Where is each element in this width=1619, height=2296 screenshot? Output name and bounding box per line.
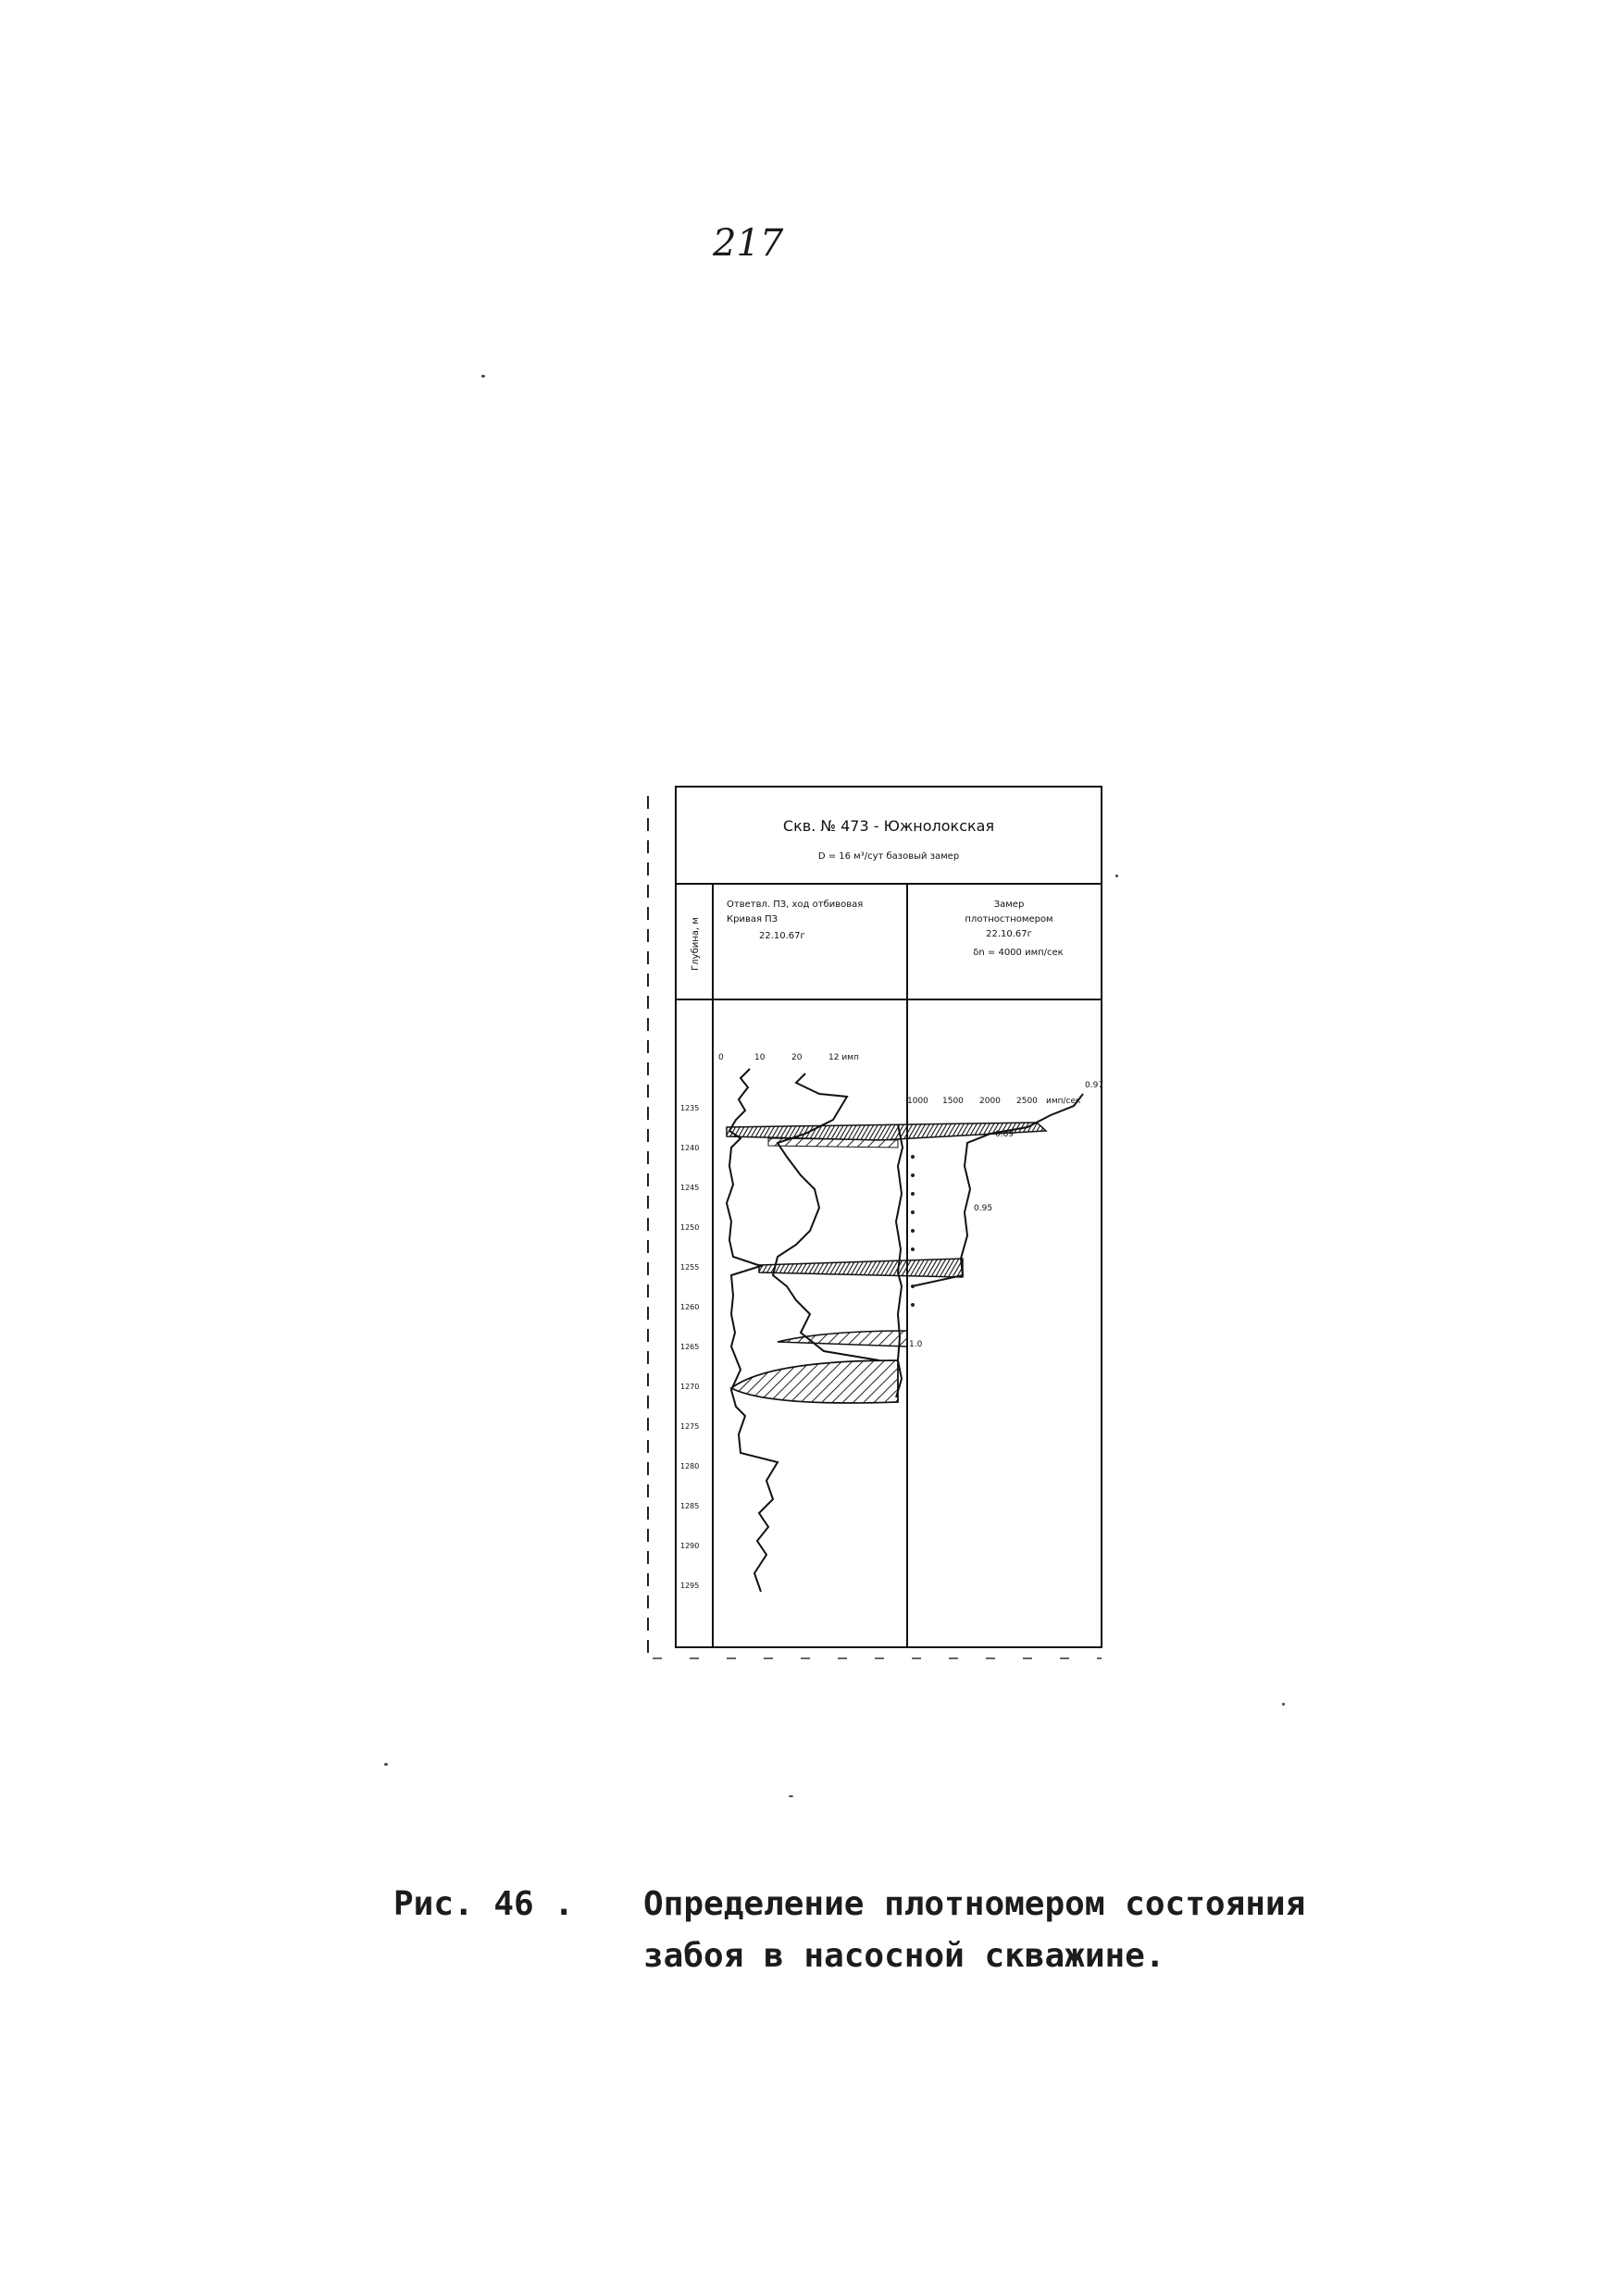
col1-scale-1: 10	[754, 1053, 766, 1062]
caption-text	[643, 1879, 1305, 1982]
col1-header-line2: Кривая ПЗ	[727, 914, 778, 925]
figure-subtitle: D = 16 м³/сут базовый замер	[817, 851, 960, 862]
curve-ps-left	[727, 1069, 778, 1592]
col1-scale-2: 20	[791, 1053, 803, 1062]
depth-tick-label: 1235	[680, 1104, 700, 1112]
depth-tick-label: 1285	[680, 1502, 700, 1510]
scan-speck	[384, 1763, 388, 1766]
col1-header-line3: 22.10.67г	[759, 931, 805, 941]
col2-header-line3: 22.10.67г	[986, 929, 1032, 939]
depth-tick-label: 1280	[680, 1462, 700, 1471]
depth-tick-label: 1275	[680, 1422, 700, 1431]
col2-scale-4: имп/сек	[1046, 1097, 1081, 1106]
col2-scale-1: 1500	[942, 1097, 964, 1106]
depth-tick-label: 1240	[680, 1144, 700, 1152]
col2-scale-2: 2000	[979, 1097, 1001, 1106]
zone-3-hatch	[778, 1331, 907, 1347]
col2-scale-3: 2500	[1016, 1097, 1038, 1106]
depth-tick-label: 1255	[680, 1263, 700, 1272]
depth-tick-label: 1265	[680, 1343, 700, 1351]
curve-ps-right	[773, 1074, 879, 1360]
well-log-figure	[639, 768, 1120, 1675]
col1-scale-3: 12 имп	[828, 1053, 859, 1062]
zone-2-dense	[759, 1259, 963, 1277]
depth-tick-label: 1295	[680, 1582, 700, 1590]
col1-scale-0: 0	[718, 1053, 724, 1062]
scan-speck	[789, 1795, 793, 1797]
depth-header: Глубина, м	[691, 917, 701, 971]
annotation-2: 0.95	[974, 1204, 993, 1213]
scan-speck	[481, 375, 485, 378]
depth-tick-label: 1270	[680, 1383, 700, 1391]
col2-header-line4: δn = 4000 имп/сек	[973, 948, 1064, 958]
annotation-1: 0.89	[995, 1130, 1015, 1139]
page-number: 217	[713, 222, 784, 265]
col2-header-line1: Замер	[993, 900, 1025, 910]
scan-speck	[1282, 1703, 1285, 1706]
annotation-3: 1.0	[909, 1340, 923, 1349]
zone-4-hatch	[731, 1360, 898, 1403]
depth-tick-label: 1245	[680, 1184, 700, 1192]
caption-line-1: Определение плотномером состояния	[643, 1885, 1306, 1923]
casing-marks	[911, 1155, 915, 1307]
depth-tick-label: 1260	[680, 1303, 700, 1311]
depth-tick-label: 1290	[680, 1542, 700, 1550]
figure-title: Скв. № 473 - Южнолокская	[782, 817, 995, 835]
col2-header-line2: плотностномером	[965, 914, 1053, 925]
annotation-4: 0.97	[1085, 1081, 1104, 1090]
caption-label: Рис. 46 .	[393, 1885, 575, 1923]
depth-tick-label: 1250	[680, 1223, 700, 1232]
col1-header-line1: Ответвл. ПЗ, ход отбивовая	[727, 900, 864, 910]
caption-line-2: забоя в насосной скважине.	[643, 1937, 1165, 1975]
depth-tick-group	[680, 1104, 699, 1590]
scan-speck	[1115, 875, 1118, 877]
col2-scale-0: 1000	[907, 1097, 928, 1106]
